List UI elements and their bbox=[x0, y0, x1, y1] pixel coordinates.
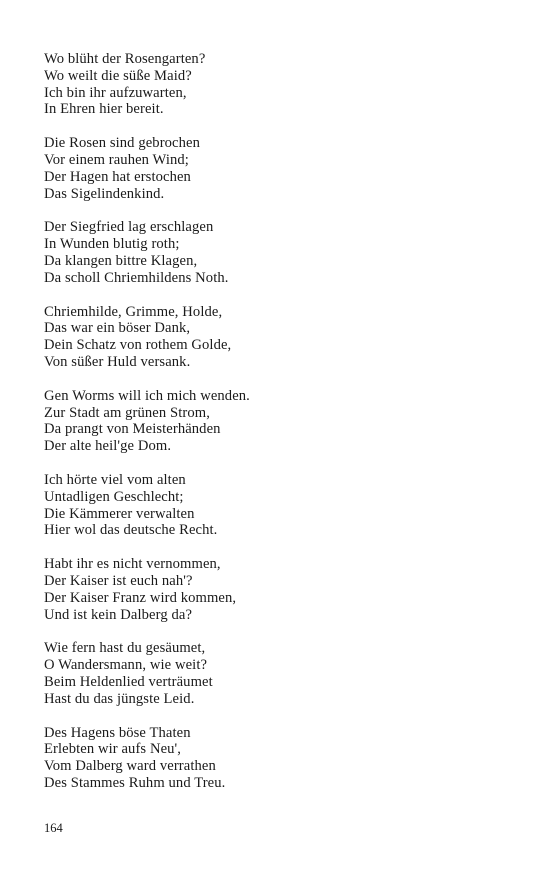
poem-line: In Ehren hier bereit. bbox=[44, 101, 164, 118]
poem-line: Wo blüht der Rosengarten? bbox=[44, 51, 206, 67]
stanza-3 bbox=[44, 219, 514, 286]
poem-line: In Wunden blutig roth; bbox=[44, 236, 180, 253]
stanza-4 bbox=[44, 304, 514, 371]
poem-line: Und ist kein Dalberg da? bbox=[44, 606, 193, 623]
poem-line: Vom Dalberg ward verrathen bbox=[44, 758, 216, 775]
poem-line: O Wandersmann, wie weit? bbox=[44, 657, 208, 674]
poem-line: Gen Worms will ich mich wenden. bbox=[44, 387, 250, 404]
poem-line: Ich hörte viel vom alten bbox=[44, 471, 186, 488]
poem-line: Habt ihr es nicht vernommen, bbox=[44, 556, 221, 573]
poem-line: Beim Heldenlied verträumet bbox=[44, 673, 213, 690]
stanza-1 bbox=[44, 51, 514, 118]
poem-line: Dein Schatz von rothem Golde, bbox=[44, 337, 232, 354]
poem-line: Das Sigelindenkind. bbox=[44, 185, 165, 202]
poem-line: Da klangen bittre Klagen, bbox=[44, 252, 198, 269]
poem-line: Hast du das jüngste Leid. bbox=[44, 690, 195, 707]
stanza-5 bbox=[44, 388, 514, 455]
poem-line: Untadligen Geschlecht; bbox=[44, 488, 184, 505]
poem-line: Die Rosen sind gebrochen bbox=[44, 135, 201, 152]
poem-line: Chriemhilde, Grimme, Holde, bbox=[44, 303, 223, 320]
poem-line: Zur Stadt am grünen Strom, bbox=[44, 404, 210, 421]
poem-line: Des Hagens böse Thaten bbox=[44, 724, 191, 741]
poem-line: Von süßer Huld versank. bbox=[44, 353, 191, 370]
stanza-2 bbox=[44, 135, 514, 202]
poem-line: Der Hagen hat erstochen bbox=[44, 168, 191, 185]
poem-line: Der Kaiser ist euch nah'? bbox=[44, 572, 193, 589]
poem-line: Der Kaiser Franz wird kommen, bbox=[44, 589, 237, 606]
poem-line: Des Stammes Ruhm und Treu. bbox=[44, 774, 226, 791]
stanza-8 bbox=[44, 640, 514, 707]
stanza-6 bbox=[44, 472, 514, 539]
stanza-7 bbox=[44, 556, 514, 623]
poem-line: Vor einem rauhen Wind; bbox=[44, 151, 189, 168]
poem bbox=[44, 51, 514, 809]
poem-line: Erlebten wir aufs Neu', bbox=[44, 741, 182, 758]
poem-line: Der Siegfried lag erschlagen bbox=[44, 219, 214, 236]
poem-line: Ich bin ihr aufzuwarten, bbox=[44, 84, 187, 101]
poem-line: Hier wol das deutsche Recht. bbox=[44, 522, 218, 539]
stanza-9 bbox=[44, 725, 514, 792]
poem-line: Da prangt von Meisterhänden bbox=[44, 421, 221, 438]
poem-line: Der alte heil'ge Dom. bbox=[44, 438, 172, 455]
poem-line: Das war ein böser Dank, bbox=[44, 320, 191, 337]
poem-line: Da scholl Chriemhildens Noth. bbox=[44, 269, 229, 286]
poem-line: Wo weilt die süße Maid? bbox=[44, 67, 192, 84]
page-number: 164 bbox=[44, 821, 63, 835]
poem-line: Wie fern hast du gesäumet, bbox=[44, 640, 206, 657]
poem-line: Die Kämmerer verwalten bbox=[44, 505, 195, 522]
